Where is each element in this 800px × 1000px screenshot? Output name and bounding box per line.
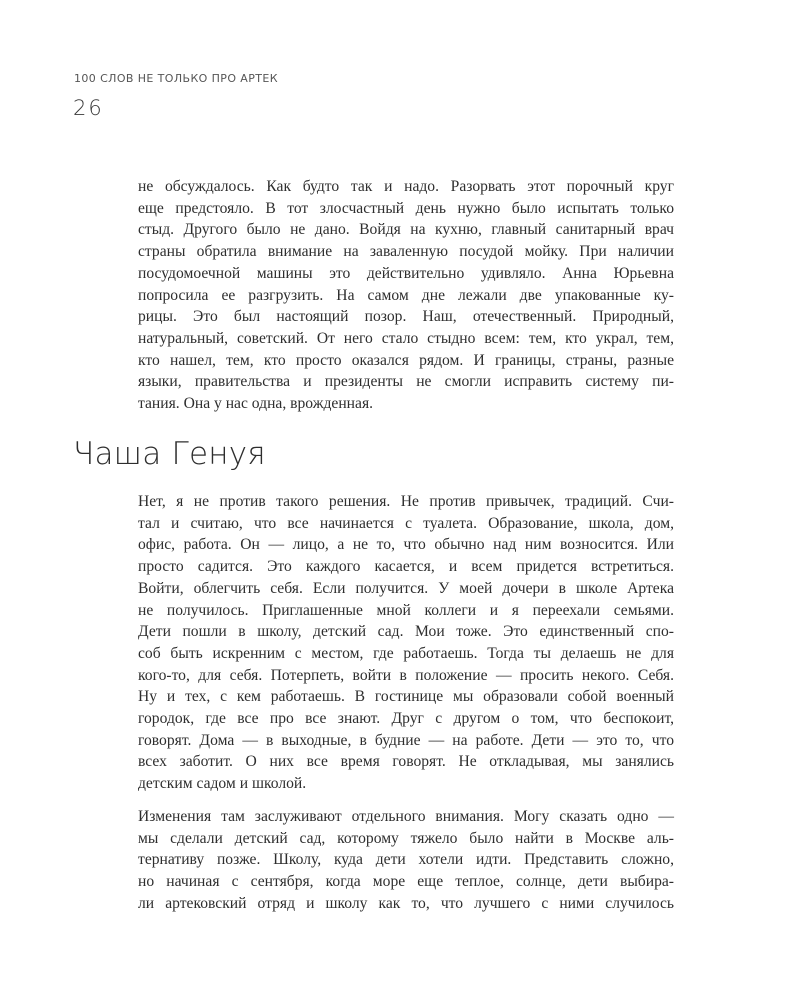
section-heading: Чаша Генуя bbox=[73, 436, 266, 472]
text-line: просто садится. Это каждого касается, и всем придется встретиться. bbox=[138, 558, 674, 576]
text-line: всех заботит. О них все время говорят. Не откладывая, мы занялись bbox=[138, 753, 674, 771]
text-line: кто нашел, тем, кто просто оказался рядом. И границы, страны, разные bbox=[138, 351, 674, 369]
text-line: не получилось. Приглашенные мной коллеги и я переехали семьями. bbox=[138, 601, 674, 619]
text-line: посудомоечной машины это действительно удивляло. Анна Юрьевна bbox=[138, 264, 674, 282]
paragraph-2 bbox=[138, 491, 674, 795]
text-line: соб быть искренним с местом, где работаешь. Тогда ты делаешь не для bbox=[138, 644, 674, 662]
text-line: еще предстояло. В тот злосчастный день нужно было испытать только bbox=[138, 199, 674, 217]
text-line: не обсуждалось. Как будто так и надо. Разорвать этот порочный круг bbox=[138, 178, 674, 195]
text-line: натуральный, советский. От него стало стыдно всем: тем, кто украл, тем, bbox=[138, 329, 674, 347]
text-line: рицы. Это был настоящий позор. Наш, отечественный. Природный, bbox=[138, 308, 674, 326]
text-line: страны обратила внимание на заваленную посудой мойку. При наличии bbox=[138, 243, 674, 261]
text-line: мы сделали детский сад, которому тяжело было найти в Москве аль- bbox=[138, 829, 674, 847]
text-line: попросила ее разгрузить. На самом дне лежали две упакованные ку- bbox=[138, 286, 674, 304]
text-line: Дети пошли в школу, детский сад. Мои тоже. Это единственный спо- bbox=[138, 623, 674, 641]
page-number: 26 bbox=[73, 96, 104, 120]
paragraph-1 bbox=[138, 176, 674, 415]
text-line: тал и считаю, что все начинается с туалета. Образование, школа, дом, bbox=[138, 514, 674, 532]
text-line: но начиная с сентября, когда море еще теплое, солнце, дети выбира- bbox=[138, 873, 674, 891]
text-line: Войти, облегчить себя. Если получится. У моей дочери в школе Артека bbox=[138, 579, 674, 597]
text-line: Изменения там заслуживают отдельного внимания. Могу сказать одно — bbox=[138, 808, 674, 825]
text-line: тернативу позже. Школу, куда дети хотели идти. Представить сложно, bbox=[138, 851, 674, 869]
running-head: 100 СЛОВ НЕ ТОЛЬКО ПРО АРТЕК bbox=[74, 72, 278, 85]
text-line: языки, правительства и президенты не смогли исправить систему пи- bbox=[138, 373, 674, 391]
text-line: кого-то, для себя. Потерпеть, войти в положение — просить некого. Себя. bbox=[138, 666, 674, 684]
text-line: Ну и тех, с кем работаешь. В гостинице мы образовали собой военный bbox=[138, 688, 674, 706]
text-line: тания. Она у нас одна, врожденная. bbox=[138, 395, 374, 413]
text-line: говорят. Дома — в выходные, в будние — на работе. Дети — это то, что bbox=[138, 731, 674, 749]
text-line: Нет, я не против такого решения. Не против привычек, традиций. Счи- bbox=[138, 493, 674, 510]
text-line: стыд. Другого было не дано. Войдя на кухню, главный санитарный врач bbox=[138, 221, 674, 239]
text-line: детским садом и школой. bbox=[138, 775, 307, 793]
paragraph-3 bbox=[138, 806, 674, 915]
text-line: городок, где все про все знают. Друг с другом о том, что беспокоит, bbox=[138, 710, 674, 728]
text-line: ли артековский отряд и школу как то, что лучшего с ними случилось bbox=[138, 894, 674, 912]
text-line: офис, работа. Он — лицо, а не то, что обычно над ним возносится. Или bbox=[138, 536, 674, 554]
